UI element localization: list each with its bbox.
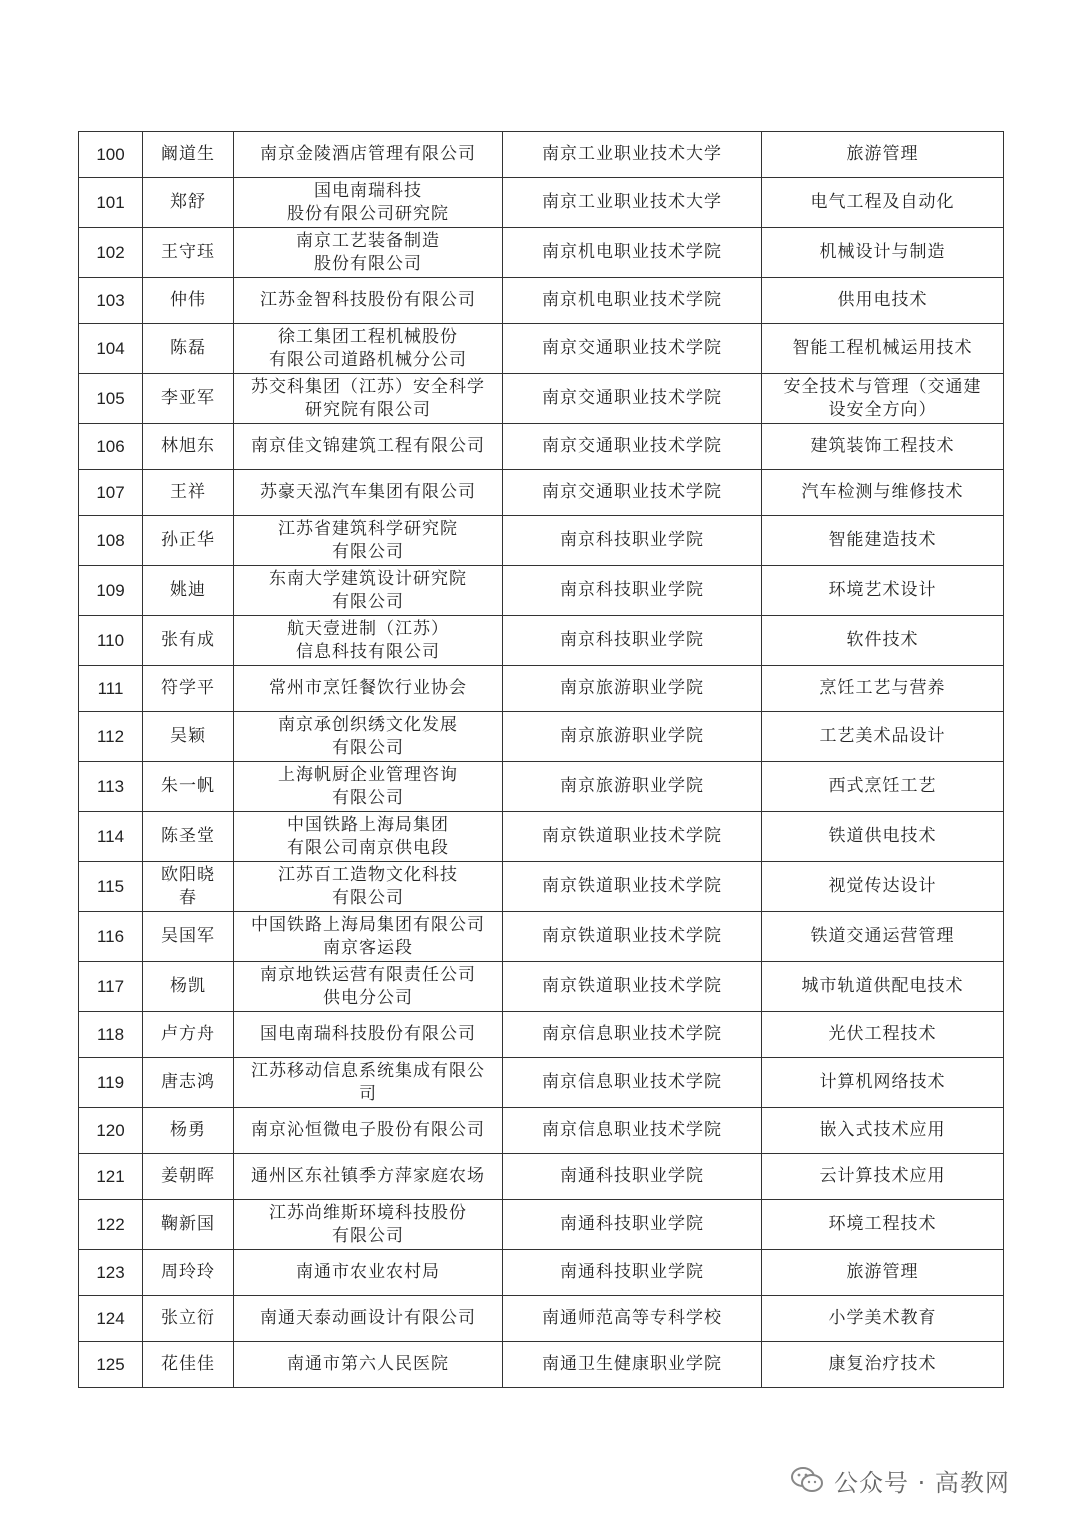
cell-major: 嵌入式技术应用 <box>762 1108 1004 1154</box>
cell-no: 120 <box>79 1108 143 1154</box>
table-row <box>79 228 1004 278</box>
cell-name: 孙正华 <box>143 516 234 566</box>
table-row <box>79 566 1004 616</box>
cell-major: 环境工程技术 <box>762 1200 1004 1250</box>
cell-no: 115 <box>79 862 143 912</box>
cell-school: 南京信息职业技术学院 <box>503 1058 762 1108</box>
cell-no: 107 <box>79 470 143 516</box>
wechat-icon <box>790 1465 824 1495</box>
cell-school: 南京铁道职业技术学院 <box>503 962 762 1012</box>
cell-company: 南京金陵酒店管理有限公司 <box>234 132 503 178</box>
cell-name: 朱一帆 <box>143 762 234 812</box>
cell-name: 张立衍 <box>143 1296 234 1342</box>
cell-company: 南通市第六人民医院 <box>234 1342 503 1388</box>
cell-name: 林旭东 <box>143 424 234 470</box>
cell-no: 101 <box>79 178 143 228</box>
table-row <box>79 324 1004 374</box>
cell-company: 徐工集团工程机械股份 有限公司道路机械分公司 <box>234 324 503 374</box>
cell-name: 鞠新国 <box>143 1200 234 1250</box>
cell-major: 计算机网络技术 <box>762 1058 1004 1108</box>
cell-no: 103 <box>79 278 143 324</box>
cell-major: 汽车检测与维修技术 <box>762 470 1004 516</box>
cell-company: 苏豪天泓汽车集团有限公司 <box>234 470 503 516</box>
cell-name: 陈圣堂 <box>143 812 234 862</box>
cell-company: 南京工艺装备制造 股份有限公司 <box>234 228 503 278</box>
cell-major: 智能工程机械运用技术 <box>762 324 1004 374</box>
cell-company: 国电南瑞科技 股份有限公司研究院 <box>234 178 503 228</box>
cell-company: 南京沁恒微电子股份有限公司 <box>234 1108 503 1154</box>
cell-major: 康复治疗技术 <box>762 1342 1004 1388</box>
cell-school: 南京铁道职业技术学院 <box>503 812 762 862</box>
cell-name: 欧阳晓 春 <box>143 862 234 912</box>
cell-no: 106 <box>79 424 143 470</box>
cell-no: 108 <box>79 516 143 566</box>
cell-name: 阚道生 <box>143 132 234 178</box>
cell-no: 114 <box>79 812 143 862</box>
table-row <box>79 812 1004 862</box>
cell-school: 南京信息职业技术学院 <box>503 1108 762 1154</box>
table-row <box>79 912 1004 962</box>
cell-name: 姚迪 <box>143 566 234 616</box>
cell-major: 安全技术与管理（交通建 设安全方向） <box>762 374 1004 424</box>
cell-company: 江苏移动信息系统集成有限公 司 <box>234 1058 503 1108</box>
cell-company: 东南大学建筑设计研究院 有限公司 <box>234 566 503 616</box>
cell-no: 109 <box>79 566 143 616</box>
cell-no: 110 <box>79 616 143 666</box>
cell-no: 111 <box>79 666 143 712</box>
cell-name: 唐志鸿 <box>143 1058 234 1108</box>
cell-company: 苏交科集团（江苏）安全科学 研究院有限公司 <box>234 374 503 424</box>
cell-name: 李亚军 <box>143 374 234 424</box>
table-row <box>79 1200 1004 1250</box>
table-row <box>79 178 1004 228</box>
table-row <box>79 762 1004 812</box>
cell-company: 中国铁路上海局集团有限公司 南京客运段 <box>234 912 503 962</box>
cell-no: 105 <box>79 374 143 424</box>
table-row <box>79 666 1004 712</box>
table-row <box>79 278 1004 324</box>
cell-name: 周玲玲 <box>143 1250 234 1296</box>
cell-major: 供用电技术 <box>762 278 1004 324</box>
cell-name: 杨凯 <box>143 962 234 1012</box>
cell-school: 南京科技职业学院 <box>503 516 762 566</box>
cell-no: 119 <box>79 1058 143 1108</box>
cell-no: 112 <box>79 712 143 762</box>
cell-school: 南京旅游职业学院 <box>503 712 762 762</box>
cell-school: 南通科技职业学院 <box>503 1154 762 1200</box>
cell-major: 旅游管理 <box>762 132 1004 178</box>
cell-major: 旅游管理 <box>762 1250 1004 1296</box>
cell-major: 软件技术 <box>762 616 1004 666</box>
cell-name: 王守珏 <box>143 228 234 278</box>
cell-school: 南通卫生健康职业学院 <box>503 1342 762 1388</box>
table-row <box>79 1012 1004 1058</box>
table-body <box>79 132 1004 1388</box>
cell-school: 南京交通职业技术学院 <box>503 374 762 424</box>
cell-company: 江苏尚维斯环境科技股份 有限公司 <box>234 1200 503 1250</box>
cell-name: 吴国军 <box>143 912 234 962</box>
cell-school: 南京铁道职业技术学院 <box>503 912 762 962</box>
cell-major: 环境艺术设计 <box>762 566 1004 616</box>
table-row <box>79 1154 1004 1200</box>
cell-company: 江苏省建筑科学研究院 有限公司 <box>234 516 503 566</box>
cell-no: 113 <box>79 762 143 812</box>
cell-school: 南京工业职业技术大学 <box>503 132 762 178</box>
cell-company: 航天壹进制（江苏） 信息科技有限公司 <box>234 616 503 666</box>
cell-name: 陈磊 <box>143 324 234 374</box>
cell-school: 南京交通职业技术学院 <box>503 470 762 516</box>
cell-major: 铁道供电技术 <box>762 812 1004 862</box>
cell-name: 符学平 <box>143 666 234 712</box>
cell-name: 郑舒 <box>143 178 234 228</box>
table-row <box>79 1296 1004 1342</box>
cell-name: 花佳佳 <box>143 1342 234 1388</box>
cell-name: 王祥 <box>143 470 234 516</box>
table-row <box>79 1108 1004 1154</box>
cell-school: 南京科技职业学院 <box>503 566 762 616</box>
cell-school: 南京旅游职业学院 <box>503 666 762 712</box>
cell-company: 南通天泰动画设计有限公司 <box>234 1296 503 1342</box>
watermark <box>790 1462 1010 1498</box>
cell-school: 南京科技职业学院 <box>503 616 762 666</box>
cell-major: 建筑装饰工程技术 <box>762 424 1004 470</box>
cell-company: 上海帆厨企业管理咨询 有限公司 <box>234 762 503 812</box>
table-row <box>79 470 1004 516</box>
table-row <box>79 424 1004 470</box>
cell-no: 124 <box>79 1296 143 1342</box>
table-row <box>79 1342 1004 1388</box>
table-row <box>79 862 1004 912</box>
cell-no: 125 <box>79 1342 143 1388</box>
cell-major: 小学美术教育 <box>762 1296 1004 1342</box>
table-row <box>79 1058 1004 1108</box>
cell-company: 南京地铁运营有限责任公司 供电分公司 <box>234 962 503 1012</box>
cell-major: 烹饪工艺与营养 <box>762 666 1004 712</box>
cell-company: 常州市烹饪餐饮行业协会 <box>234 666 503 712</box>
cell-major: 机械设计与制造 <box>762 228 1004 278</box>
recommendation-table <box>78 131 1004 1388</box>
cell-school: 南通科技职业学院 <box>503 1250 762 1296</box>
cell-name: 吴颖 <box>143 712 234 762</box>
table-row <box>79 132 1004 178</box>
cell-no: 117 <box>79 962 143 1012</box>
cell-school: 南京旅游职业学院 <box>503 762 762 812</box>
cell-name: 卢方舟 <box>143 1012 234 1058</box>
table-row <box>79 962 1004 1012</box>
cell-school: 南京机电职业技术学院 <box>503 228 762 278</box>
cell-no: 118 <box>79 1012 143 1058</box>
cell-company: 南通市农业农村局 <box>234 1250 503 1296</box>
cell-company: 通州区东社镇季方萍家庭农场 <box>234 1154 503 1200</box>
cell-school: 南京铁道职业技术学院 <box>503 862 762 912</box>
cell-school: 南京交通职业技术学院 <box>503 324 762 374</box>
table-row <box>79 616 1004 666</box>
table-row <box>79 516 1004 566</box>
cell-name: 张有成 <box>143 616 234 666</box>
table-row <box>79 712 1004 762</box>
cell-company: 江苏金智科技股份有限公司 <box>234 278 503 324</box>
cell-school: 南通师范高等专科学校 <box>503 1296 762 1342</box>
cell-major: 城市轨道供配电技术 <box>762 962 1004 1012</box>
cell-school: 南京信息职业技术学院 <box>503 1012 762 1058</box>
table-row <box>79 374 1004 424</box>
cell-no: 100 <box>79 132 143 178</box>
cell-school: 南京工业职业技术大学 <box>503 178 762 228</box>
cell-company: 中国铁路上海局集团 有限公司南京供电段 <box>234 812 503 862</box>
cell-major: 云计算技术应用 <box>762 1154 1004 1200</box>
table-row <box>79 1250 1004 1296</box>
watermark-text: 公众号 · 高教网 <box>834 1468 1010 1497</box>
cell-major: 铁道交通运营管理 <box>762 912 1004 962</box>
cell-no: 121 <box>79 1154 143 1200</box>
cell-major: 工艺美术品设计 <box>762 712 1004 762</box>
cell-major: 电气工程及自动化 <box>762 178 1004 228</box>
cell-school: 南京机电职业技术学院 <box>503 278 762 324</box>
cell-major: 智能建造技术 <box>762 516 1004 566</box>
cell-name: 杨勇 <box>143 1108 234 1154</box>
cell-company: 江苏百工造物文化科技 有限公司 <box>234 862 503 912</box>
cell-no: 123 <box>79 1250 143 1296</box>
cell-major: 西式烹饪工艺 <box>762 762 1004 812</box>
cell-name: 姜朝晖 <box>143 1154 234 1200</box>
cell-name: 仲伟 <box>143 278 234 324</box>
cell-no: 116 <box>79 912 143 962</box>
cell-no: 102 <box>79 228 143 278</box>
cell-company: 南京承创织绣文化发展 有限公司 <box>234 712 503 762</box>
cell-major: 视觉传达设计 <box>762 862 1004 912</box>
cell-company: 国电南瑞科技股份有限公司 <box>234 1012 503 1058</box>
cell-company: 南京佳文锦建筑工程有限公司 <box>234 424 503 470</box>
cell-major: 光伏工程技术 <box>762 1012 1004 1058</box>
cell-no: 122 <box>79 1200 143 1250</box>
cell-school: 南京交通职业技术学院 <box>503 424 762 470</box>
cell-no: 104 <box>79 324 143 374</box>
cell-school: 南通科技职业学院 <box>503 1200 762 1250</box>
